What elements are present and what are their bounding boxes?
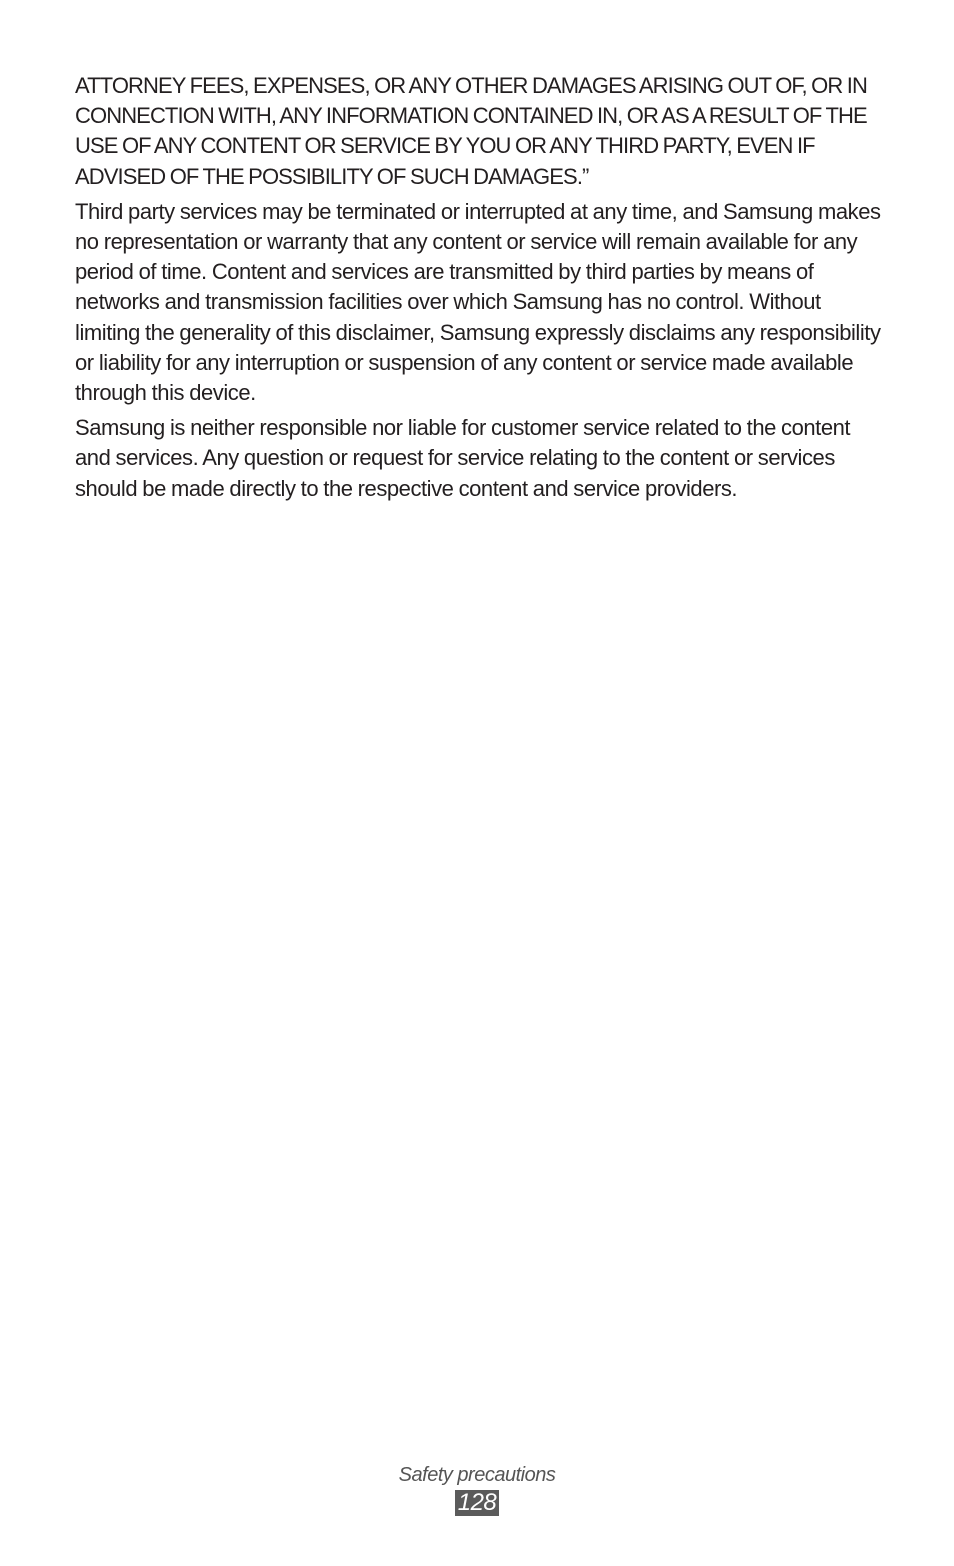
page-number: 128: [455, 1490, 500, 1516]
document-body: [75, 71, 887, 509]
customer-service-paragraph: Samsung is neither responsible nor liable for customer service related to the content and services. Any question or request for service relating to the content or services should be made directly to the respective content and service providers.: [75, 415, 851, 501]
disclaimer-paragraph-caps: ATTORNEY FEES, EXPENSES, OR ANY OTHER DAMAGES ARISING OUT OF, OR IN CONNECTION WITH, ANY INFORMATION CONTAINED IN, OR AS A RESULT OF THE USE OF ANY CONTENT OR SERVICE BY YOU OR ANY THIRD PARTY, EVEN IF ADVISED OF THE POSSIBILITY OF SUCH DAMAGES.”: [75, 73, 867, 189]
section-name: Safety precautions: [398, 1464, 556, 1486]
third-party-services-paragraph: Third party services may be terminated or interrupted at any time, and Samsung makes no representation or warranty that any content or service will remain available for any period of time. Content and services are transmitted by third parties by means of networks and transmission facilities over which Samsung has no control. Without limiting the generality of this disclaimer, Samsung expressly disclaims any responsibility or liability for any interruption or suspension of any content or service made available through this device.: [75, 198, 881, 406]
page-footer: [0, 1462, 954, 1516]
